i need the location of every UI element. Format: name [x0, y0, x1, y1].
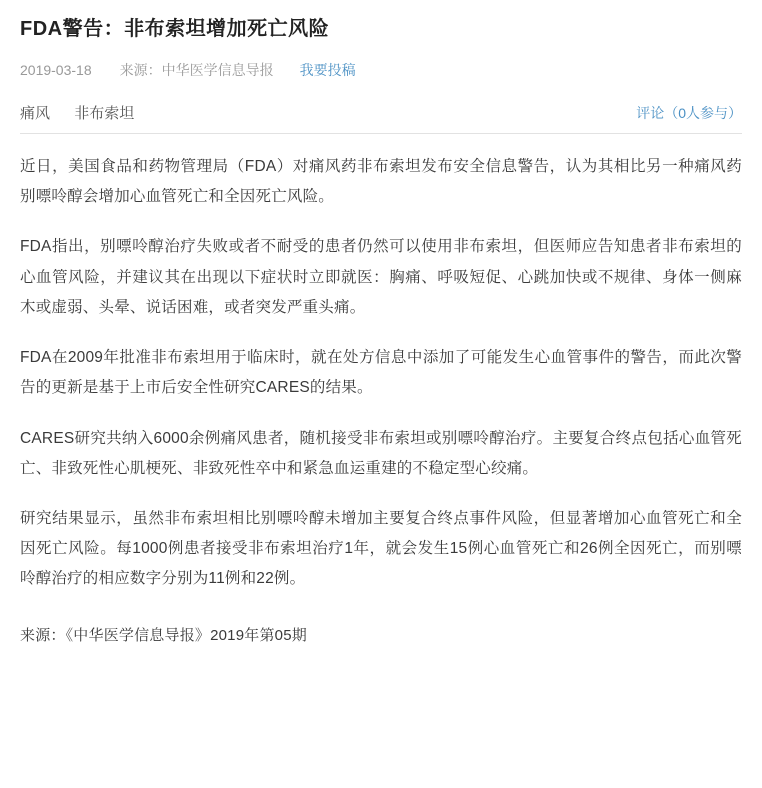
- tag-list: [20, 102, 154, 123]
- publish-date: 2019-03-18: [20, 62, 92, 78]
- article-body: [20, 134, 742, 650]
- source-label: 来源：: [119, 62, 162, 78]
- article-meta: [20, 60, 742, 80]
- footer-source: 来源：《中华医学信息导报》2019年第05期: [20, 626, 307, 644]
- comment-section[interactable]: [636, 103, 742, 123]
- article-paragraph: 近日，美国食品和药物管理局（FDA）对痛风药非布索坦发布安全信息警告，认为其相比另一种痛风药别嘌呤醇会增加心血管死亡和全因死亡风险。: [20, 158, 742, 206]
- comment-label-end: ）: [728, 105, 742, 121]
- article-paragraph: CARES研究共纳入6000余例痛风患者，随机接受非布索坦或别嘌呤醇治疗。主要复合终点包括心血管死亡、非致死性心肌梗死、非致死性卒中和紧急血运重建的不稳定型心绞痛。: [20, 429, 742, 477]
- submit-article-link[interactable]: 我要投稿: [299, 62, 356, 78]
- tags-row: [20, 102, 742, 134]
- article-paragraph: FDA在2009年批准非布索坦用于临床时，就在处方信息中添加了可能发生心血管事件的警告，而此次警告的更新是基于上市后安全性研究CARES的结果。: [20, 349, 742, 397]
- source-name: 中华医学信息导报: [161, 62, 274, 78]
- comment-label[interactable]: 评论（: [636, 105, 679, 121]
- article-paragraph: 研究结果显示，虽然非布索坦相比别嘌呤醇未增加主要复合终点事件风险，但显著增加心血管死亡和全因死亡风险。每1000例患者接受非布索坦治疗1年，就会发生15例心血管死亡和26例全因死亡，而别嘌呤醇治疗的相应数字分别为11例和22例。: [20, 509, 742, 588]
- page-title: FDA警告：非布索坦增加死亡风险: [20, 18, 330, 40]
- tag-item[interactable]: 痛风: [20, 105, 51, 122]
- article-paragraph: FDA指出，别嘌呤醇治疗失败或者不耐受的患者仍然可以使用非布索坦，但医师应告知患者非布索坦的心血管风险，并建议其在出现以下症状时立即就医：胸痛、呼吸短促、心跳加快或不规律、身体一侧麻木或虚弱、头晕、说话困难，或者突发严重头痛。: [20, 238, 742, 316]
- tag-item[interactable]: 非布索坦: [74, 105, 135, 122]
- comment-count: 0人参与: [678, 105, 728, 121]
